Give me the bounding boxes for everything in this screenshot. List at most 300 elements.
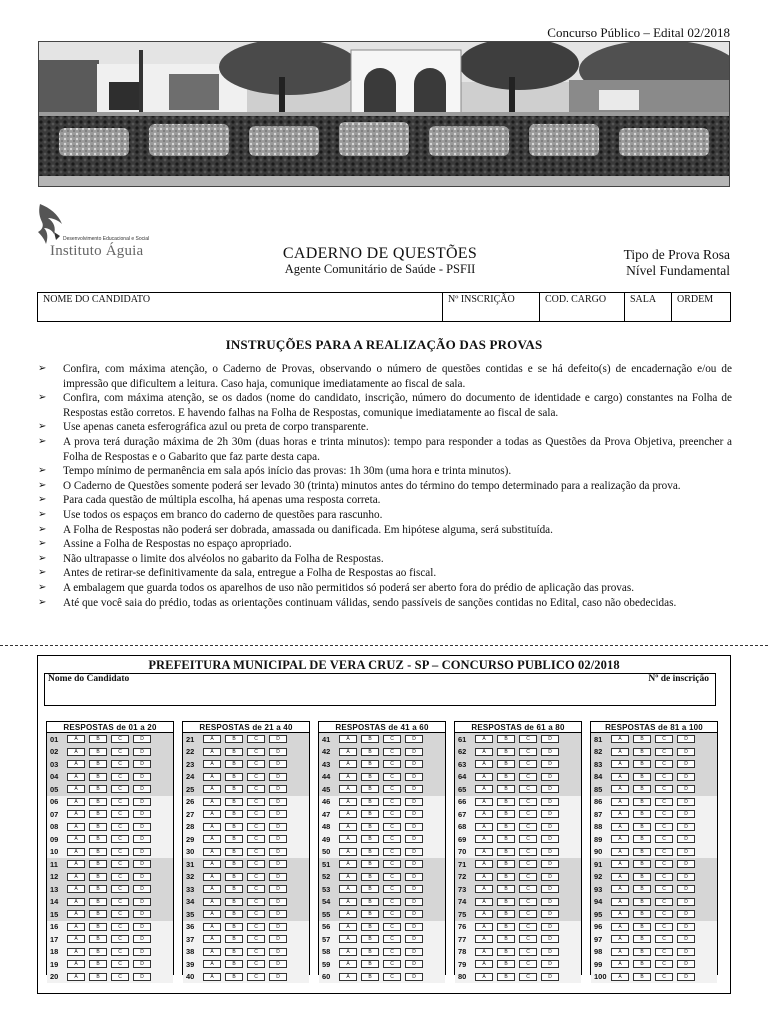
answer-bubble-a[interactable]: A xyxy=(611,948,629,956)
answer-bubble-a[interactable]: A xyxy=(67,910,85,918)
answer-bubble-a[interactable]: A xyxy=(611,785,629,793)
answer-bubble-d[interactable]: D xyxy=(405,760,423,768)
answer-bubble-d[interactable]: D xyxy=(677,910,695,918)
answer-bubble-c[interactable]: C xyxy=(655,873,673,881)
answer-bubble-a[interactable]: A xyxy=(203,798,221,806)
answer-bubble-c[interactable]: C xyxy=(247,835,265,843)
answer-bubble-b[interactable]: B xyxy=(225,898,243,906)
answer-bubble-d[interactable]: D xyxy=(677,760,695,768)
answer-bubble-b[interactable]: B xyxy=(633,798,651,806)
answer-bubble-b[interactable]: B xyxy=(497,848,515,856)
answer-bubble-d[interactable]: D xyxy=(405,785,423,793)
answer-bubble-d[interactable]: D xyxy=(269,810,287,818)
answer-bubble-a[interactable]: A xyxy=(475,873,493,881)
answer-bubble-d[interactable]: D xyxy=(269,760,287,768)
answer-bubble-a[interactable]: A xyxy=(611,735,629,743)
answer-bubble-a[interactable]: A xyxy=(339,735,357,743)
answer-bubble-c[interactable]: C xyxy=(519,823,537,831)
answer-bubble-b[interactable]: B xyxy=(225,810,243,818)
answer-bubble-c[interactable]: C xyxy=(111,960,129,968)
answer-bubble-b[interactable]: B xyxy=(633,773,651,781)
answer-bubble-a[interactable]: A xyxy=(611,898,629,906)
answer-bubble-c[interactable]: C xyxy=(383,810,401,818)
answer-bubble-a[interactable]: A xyxy=(611,810,629,818)
answer-bubble-d[interactable]: D xyxy=(133,735,151,743)
answer-bubble-d[interactable]: D xyxy=(541,910,559,918)
answer-bubble-b[interactable]: B xyxy=(361,785,379,793)
answer-bubble-b[interactable]: B xyxy=(633,835,651,843)
answer-bubble-b[interactable]: B xyxy=(225,785,243,793)
answer-bubble-d[interactable]: D xyxy=(405,910,423,918)
answer-bubble-c[interactable]: C xyxy=(111,935,129,943)
answer-bubble-d[interactable]: D xyxy=(269,785,287,793)
answer-bubble-a[interactable]: A xyxy=(339,873,357,881)
answer-bubble-d[interactable]: D xyxy=(677,935,695,943)
answer-bubble-d[interactable]: D xyxy=(133,910,151,918)
answer-bubble-b[interactable]: B xyxy=(89,773,107,781)
answer-bubble-d[interactable]: D xyxy=(133,748,151,756)
answer-bubble-b[interactable]: B xyxy=(497,735,515,743)
answer-bubble-d[interactable]: D xyxy=(133,760,151,768)
answer-bubble-b[interactable]: B xyxy=(497,910,515,918)
answer-bubble-c[interactable]: C xyxy=(247,860,265,868)
answer-bubble-c[interactable]: C xyxy=(655,885,673,893)
answer-bubble-d[interactable]: D xyxy=(133,935,151,943)
answer-bubble-d[interactable]: D xyxy=(677,785,695,793)
answer-bubble-b[interactable]: B xyxy=(89,760,107,768)
answer-bubble-c[interactable]: C xyxy=(383,923,401,931)
answer-bubble-b[interactable]: B xyxy=(89,848,107,856)
answer-bubble-c[interactable]: C xyxy=(383,960,401,968)
answer-bubble-c[interactable]: C xyxy=(111,923,129,931)
answer-bubble-a[interactable]: A xyxy=(611,873,629,881)
answer-bubble-b[interactable]: B xyxy=(89,835,107,843)
answer-bubble-d[interactable]: D xyxy=(405,848,423,856)
answer-bubble-b[interactable]: B xyxy=(361,948,379,956)
answer-bubble-d[interactable]: D xyxy=(677,748,695,756)
answer-bubble-b[interactable]: B xyxy=(225,948,243,956)
answer-bubble-b[interactable]: B xyxy=(633,860,651,868)
answer-bubble-b[interactable]: B xyxy=(633,848,651,856)
answer-bubble-d[interactable]: D xyxy=(133,798,151,806)
answer-bubble-b[interactable]: B xyxy=(225,873,243,881)
answer-bubble-b[interactable]: B xyxy=(89,860,107,868)
answer-bubble-a[interactable]: A xyxy=(67,798,85,806)
answer-bubble-a[interactable]: A xyxy=(203,885,221,893)
answer-bubble-c[interactable]: C xyxy=(655,960,673,968)
answer-bubble-c[interactable]: C xyxy=(655,848,673,856)
answer-bubble-b[interactable]: B xyxy=(361,773,379,781)
answer-bubble-d[interactable]: D xyxy=(541,848,559,856)
answer-bubble-d[interactable]: D xyxy=(541,885,559,893)
answer-bubble-b[interactable]: B xyxy=(361,973,379,981)
answer-bubble-a[interactable]: A xyxy=(203,823,221,831)
answer-bubble-d[interactable]: D xyxy=(269,773,287,781)
answer-bubble-c[interactable]: C xyxy=(111,973,129,981)
answer-bubble-a[interactable]: A xyxy=(203,835,221,843)
answer-bubble-c[interactable]: C xyxy=(383,860,401,868)
answer-bubble-d[interactable]: D xyxy=(269,885,287,893)
answer-bubble-a[interactable]: A xyxy=(203,748,221,756)
answer-bubble-b[interactable]: B xyxy=(361,873,379,881)
answer-bubble-d[interactable]: D xyxy=(405,935,423,943)
answer-bubble-c[interactable]: C xyxy=(247,785,265,793)
answer-bubble-d[interactable]: D xyxy=(677,898,695,906)
answer-bubble-c[interactable]: C xyxy=(111,773,129,781)
answer-bubble-b[interactable]: B xyxy=(361,860,379,868)
answer-bubble-c[interactable]: C xyxy=(247,760,265,768)
answer-bubble-d[interactable]: D xyxy=(677,823,695,831)
answer-bubble-d[interactable]: D xyxy=(677,873,695,881)
answer-bubble-d[interactable]: D xyxy=(269,910,287,918)
answer-bubble-b[interactable]: B xyxy=(633,873,651,881)
answer-bubble-d[interactable]: D xyxy=(133,810,151,818)
answer-bubble-b[interactable]: B xyxy=(361,735,379,743)
answer-bubble-d[interactable]: D xyxy=(269,848,287,856)
sala-field[interactable]: SALA xyxy=(625,293,672,321)
answer-bubble-b[interactable]: B xyxy=(361,923,379,931)
answer-bubble-a[interactable]: A xyxy=(339,935,357,943)
answer-bubble-a[interactable]: A xyxy=(611,748,629,756)
answer-bubble-a[interactable]: A xyxy=(203,973,221,981)
answer-bubble-a[interactable]: A xyxy=(475,760,493,768)
answer-bubble-c[interactable]: C xyxy=(383,785,401,793)
answer-bubble-b[interactable]: B xyxy=(225,835,243,843)
answer-bubble-a[interactable]: A xyxy=(67,923,85,931)
answer-bubble-b[interactable]: B xyxy=(497,885,515,893)
answer-bubble-a[interactable]: A xyxy=(67,823,85,831)
answer-bubble-c[interactable]: C xyxy=(519,935,537,943)
answer-bubble-c[interactable]: C xyxy=(655,810,673,818)
answer-bubble-a[interactable]: A xyxy=(475,835,493,843)
answer-bubble-b[interactable]: B xyxy=(361,810,379,818)
answer-bubble-c[interactable]: C xyxy=(247,960,265,968)
answer-bubble-c[interactable]: C xyxy=(519,748,537,756)
answer-bubble-c[interactable]: C xyxy=(247,823,265,831)
answer-bubble-c[interactable]: C xyxy=(383,848,401,856)
answer-bubble-a[interactable]: A xyxy=(67,848,85,856)
answer-bubble-c[interactable]: C xyxy=(655,948,673,956)
answer-bubble-d[interactable]: D xyxy=(541,973,559,981)
answer-bubble-d[interactable]: D xyxy=(677,960,695,968)
answer-bubble-d[interactable]: D xyxy=(405,748,423,756)
answer-bubble-d[interactable]: D xyxy=(133,785,151,793)
answer-bubble-a[interactable]: A xyxy=(339,785,357,793)
answer-bubble-c[interactable]: C xyxy=(519,848,537,856)
answer-bubble-d[interactable]: D xyxy=(405,923,423,931)
answer-bubble-a[interactable]: A xyxy=(339,835,357,843)
answer-bubble-a[interactable]: A xyxy=(203,760,221,768)
answer-bubble-b[interactable]: B xyxy=(89,960,107,968)
answer-bubble-d[interactable]: D xyxy=(677,798,695,806)
answer-bubble-c[interactable]: C xyxy=(247,973,265,981)
answer-bubble-d[interactable]: D xyxy=(133,973,151,981)
answer-bubble-d[interactable]: D xyxy=(269,948,287,956)
answer-bubble-a[interactable]: A xyxy=(67,960,85,968)
answer-bubble-a[interactable]: A xyxy=(203,810,221,818)
answer-bubble-c[interactable]: C xyxy=(111,748,129,756)
answer-bubble-c[interactable]: C xyxy=(383,910,401,918)
answer-bubble-d[interactable]: D xyxy=(269,835,287,843)
answer-bubble-c[interactable]: C xyxy=(383,748,401,756)
answer-bubble-c[interactable]: C xyxy=(247,898,265,906)
answer-bubble-d[interactable]: D xyxy=(541,773,559,781)
answer-bubble-b[interactable]: B xyxy=(89,935,107,943)
answer-bubble-c[interactable]: C xyxy=(519,760,537,768)
answer-bubble-a[interactable]: A xyxy=(67,735,85,743)
answer-bubble-d[interactable]: D xyxy=(541,923,559,931)
answer-bubble-c[interactable]: C xyxy=(655,898,673,906)
answer-bubble-c[interactable]: C xyxy=(655,935,673,943)
answer-bubble-b[interactable]: B xyxy=(633,898,651,906)
answer-bubble-d[interactable]: D xyxy=(133,960,151,968)
answer-bubble-a[interactable]: A xyxy=(475,885,493,893)
answer-bubble-c[interactable]: C xyxy=(519,885,537,893)
answer-bubble-b[interactable]: B xyxy=(497,973,515,981)
answer-bubble-a[interactable]: A xyxy=(339,748,357,756)
answer-bubble-b[interactable]: B xyxy=(633,935,651,943)
answer-bubble-c[interactable]: C xyxy=(519,948,537,956)
answer-bubble-d[interactable]: D xyxy=(133,823,151,831)
answer-bubble-b[interactable]: B xyxy=(361,935,379,943)
answer-bubble-c[interactable]: C xyxy=(655,835,673,843)
answer-bubble-a[interactable]: A xyxy=(339,910,357,918)
answer-bubble-d[interactable]: D xyxy=(133,848,151,856)
answer-bubble-a[interactable]: A xyxy=(339,760,357,768)
answer-bubble-d[interactable]: D xyxy=(269,960,287,968)
answer-bubble-b[interactable]: B xyxy=(361,760,379,768)
answer-bubble-c[interactable]: C xyxy=(655,773,673,781)
answer-bubble-a[interactable]: A xyxy=(339,960,357,968)
answer-bubble-d[interactable]: D xyxy=(269,935,287,943)
answer-bubble-c[interactable]: C xyxy=(383,773,401,781)
answer-bubble-d[interactable]: D xyxy=(405,810,423,818)
answer-bubble-a[interactable]: A xyxy=(67,948,85,956)
answer-bubble-a[interactable]: A xyxy=(203,860,221,868)
answer-bubble-d[interactable]: D xyxy=(541,935,559,943)
answer-bubble-b[interactable]: B xyxy=(225,923,243,931)
answer-bubble-c[interactable]: C xyxy=(655,823,673,831)
answer-bubble-c[interactable]: C xyxy=(247,810,265,818)
answer-bubble-d[interactable]: D xyxy=(269,860,287,868)
answer-bubble-d[interactable]: D xyxy=(269,873,287,881)
answer-bubble-b[interactable]: B xyxy=(497,835,515,843)
answer-bubble-a[interactable]: A xyxy=(475,798,493,806)
answer-bubble-d[interactable]: D xyxy=(541,785,559,793)
answer-bubble-c[interactable]: C xyxy=(383,760,401,768)
answer-bubble-b[interactable]: B xyxy=(361,910,379,918)
answer-bubble-a[interactable]: A xyxy=(339,973,357,981)
answer-bubble-c[interactable]: C xyxy=(519,860,537,868)
answer-bubble-d[interactable]: D xyxy=(269,798,287,806)
answer-bubble-a[interactable]: A xyxy=(67,760,85,768)
answer-bubble-b[interactable]: B xyxy=(361,835,379,843)
answer-bubble-b[interactable]: B xyxy=(361,960,379,968)
answer-bubble-c[interactable]: C xyxy=(519,798,537,806)
answer-bubble-c[interactable]: C xyxy=(519,835,537,843)
answer-bubble-d[interactable]: D xyxy=(405,873,423,881)
answer-bubble-b[interactable]: B xyxy=(225,735,243,743)
answer-bubble-a[interactable]: A xyxy=(475,948,493,956)
answer-bubble-d[interactable]: D xyxy=(405,960,423,968)
answer-bubble-b[interactable]: B xyxy=(225,748,243,756)
answer-bubble-d[interactable]: D xyxy=(405,898,423,906)
answer-bubble-c[interactable]: C xyxy=(111,873,129,881)
answer-bubble-a[interactable]: A xyxy=(203,773,221,781)
answer-bubble-a[interactable]: A xyxy=(339,923,357,931)
answer-bubble-a[interactable]: A xyxy=(475,773,493,781)
answer-bubble-c[interactable]: C xyxy=(519,873,537,881)
answer-bubble-b[interactable]: B xyxy=(361,823,379,831)
answer-bubble-a[interactable]: A xyxy=(475,973,493,981)
answer-bubble-c[interactable]: C xyxy=(383,973,401,981)
answer-bubble-b[interactable]: B xyxy=(89,735,107,743)
answer-bubble-a[interactable]: A xyxy=(203,898,221,906)
answer-bubble-a[interactable]: A xyxy=(339,848,357,856)
answer-bubble-c[interactable]: C xyxy=(111,735,129,743)
answer-bubble-b[interactable]: B xyxy=(361,748,379,756)
answer-bubble-a[interactable]: A xyxy=(611,910,629,918)
answer-bubble-b[interactable]: B xyxy=(225,910,243,918)
answer-bubble-b[interactable]: B xyxy=(497,960,515,968)
answer-bubble-a[interactable]: A xyxy=(611,773,629,781)
answer-bubble-d[interactable]: D xyxy=(677,835,695,843)
answer-bubble-b[interactable]: B xyxy=(225,798,243,806)
answer-bubble-c[interactable]: C xyxy=(247,735,265,743)
answer-bubble-b[interactable]: B xyxy=(497,785,515,793)
answer-bubble-b[interactable]: B xyxy=(497,773,515,781)
answer-bubble-a[interactable]: A xyxy=(67,748,85,756)
answer-bubble-b[interactable]: B xyxy=(361,898,379,906)
answer-bubble-c[interactable]: C xyxy=(111,898,129,906)
answer-bubble-a[interactable]: A xyxy=(339,810,357,818)
answer-bubble-c[interactable]: C xyxy=(655,860,673,868)
answer-bubble-d[interactable]: D xyxy=(405,973,423,981)
answer-bubble-a[interactable]: A xyxy=(475,923,493,931)
answer-bubble-a[interactable]: A xyxy=(339,898,357,906)
answer-bubble-a[interactable]: A xyxy=(67,935,85,943)
answer-bubble-b[interactable]: B xyxy=(497,860,515,868)
answer-bubble-a[interactable]: A xyxy=(203,935,221,943)
answer-bubble-d[interactable]: D xyxy=(541,760,559,768)
answer-bubble-d[interactable]: D xyxy=(541,948,559,956)
answer-bubble-d[interactable]: D xyxy=(541,860,559,868)
answer-bubble-c[interactable]: C xyxy=(519,960,537,968)
answer-bubble-d[interactable]: D xyxy=(133,885,151,893)
answer-bubble-c[interactable]: C xyxy=(111,948,129,956)
answer-bubble-b[interactable]: B xyxy=(497,948,515,956)
answer-bubble-a[interactable]: A xyxy=(339,798,357,806)
answer-bubble-d[interactable]: D xyxy=(133,773,151,781)
answer-bubble-b[interactable]: B xyxy=(633,748,651,756)
answer-bubble-b[interactable]: B xyxy=(89,810,107,818)
answer-bubble-d[interactable]: D xyxy=(677,773,695,781)
answer-bubble-c[interactable]: C xyxy=(655,798,673,806)
answer-bubble-b[interactable]: B xyxy=(225,885,243,893)
answer-bubble-a[interactable]: A xyxy=(475,823,493,831)
answer-bubble-d[interactable]: D xyxy=(677,848,695,856)
answer-bubble-c[interactable]: C xyxy=(111,860,129,868)
answer-bubble-b[interactable]: B xyxy=(89,785,107,793)
answer-bubble-b[interactable]: B xyxy=(89,948,107,956)
answer-bubble-a[interactable]: A xyxy=(339,885,357,893)
answer-bubble-a[interactable]: A xyxy=(611,835,629,843)
answer-bubble-d[interactable]: D xyxy=(133,860,151,868)
answer-bubble-a[interactable]: A xyxy=(67,773,85,781)
answer-bubble-d[interactable]: D xyxy=(677,923,695,931)
answer-bubble-b[interactable]: B xyxy=(89,823,107,831)
answer-bubble-d[interactable]: D xyxy=(541,810,559,818)
answer-bubble-a[interactable]: A xyxy=(203,923,221,931)
answer-bubble-d[interactable]: D xyxy=(405,860,423,868)
answer-bubble-c[interactable]: C xyxy=(383,873,401,881)
answer-bubble-c[interactable]: C xyxy=(247,873,265,881)
answer-bubble-c[interactable]: C xyxy=(383,735,401,743)
answer-bubble-c[interactable]: C xyxy=(383,948,401,956)
answer-bubble-d[interactable]: D xyxy=(133,923,151,931)
answer-sheet-name-box[interactable] xyxy=(44,673,716,706)
answer-bubble-a[interactable]: A xyxy=(611,973,629,981)
answer-bubble-a[interactable]: A xyxy=(475,910,493,918)
answer-bubble-b[interactable]: B xyxy=(89,885,107,893)
answer-bubble-c[interactable]: C xyxy=(247,923,265,931)
answer-bubble-a[interactable]: A xyxy=(339,773,357,781)
answer-bubble-b[interactable]: B xyxy=(225,973,243,981)
answer-bubble-d[interactable]: D xyxy=(677,973,695,981)
answer-bubble-c[interactable]: C xyxy=(111,810,129,818)
answer-bubble-c[interactable]: C xyxy=(383,798,401,806)
answer-bubble-a[interactable]: A xyxy=(339,948,357,956)
answer-bubble-d[interactable]: D xyxy=(133,898,151,906)
answer-bubble-a[interactable]: A xyxy=(67,810,85,818)
answer-bubble-d[interactable]: D xyxy=(541,735,559,743)
answer-bubble-d[interactable]: D xyxy=(541,748,559,756)
answer-bubble-a[interactable]: A xyxy=(611,848,629,856)
answer-bubble-c[interactable]: C xyxy=(383,898,401,906)
answer-bubble-a[interactable]: A xyxy=(611,935,629,943)
answer-bubble-c[interactable]: C xyxy=(655,735,673,743)
answer-bubble-d[interactable]: D xyxy=(677,735,695,743)
answer-bubble-b[interactable]: B xyxy=(497,923,515,931)
answer-bubble-d[interactable]: D xyxy=(133,948,151,956)
answer-bubble-a[interactable]: A xyxy=(67,873,85,881)
answer-bubble-b[interactable]: B xyxy=(89,898,107,906)
answer-bubble-d[interactable]: D xyxy=(541,835,559,843)
answer-bubble-b[interactable]: B xyxy=(225,823,243,831)
answer-bubble-d[interactable]: D xyxy=(541,798,559,806)
answer-bubble-c[interactable]: C xyxy=(655,785,673,793)
answer-bubble-d[interactable]: D xyxy=(677,860,695,868)
answer-bubble-a[interactable]: A xyxy=(611,860,629,868)
answer-bubble-b[interactable]: B xyxy=(497,823,515,831)
answer-bubble-a[interactable]: A xyxy=(203,960,221,968)
answer-bubble-d[interactable]: D xyxy=(677,810,695,818)
answer-bubble-d[interactable]: D xyxy=(269,923,287,931)
answer-bubble-c[interactable]: C xyxy=(519,898,537,906)
answer-bubble-b[interactable]: B xyxy=(89,748,107,756)
answer-bubble-b[interactable]: B xyxy=(497,873,515,881)
answer-bubble-a[interactable]: A xyxy=(475,898,493,906)
answer-bubble-a[interactable]: A xyxy=(203,848,221,856)
answer-bubble-a[interactable]: A xyxy=(611,760,629,768)
answer-bubble-d[interactable]: D xyxy=(269,735,287,743)
answer-bubble-a[interactable]: A xyxy=(475,735,493,743)
answer-bubble-c[interactable]: C xyxy=(111,910,129,918)
answer-bubble-c[interactable]: C xyxy=(655,910,673,918)
answer-bubble-d[interactable]: D xyxy=(405,823,423,831)
answer-bubble-a[interactable]: A xyxy=(203,873,221,881)
answer-bubble-c[interactable]: C xyxy=(247,885,265,893)
